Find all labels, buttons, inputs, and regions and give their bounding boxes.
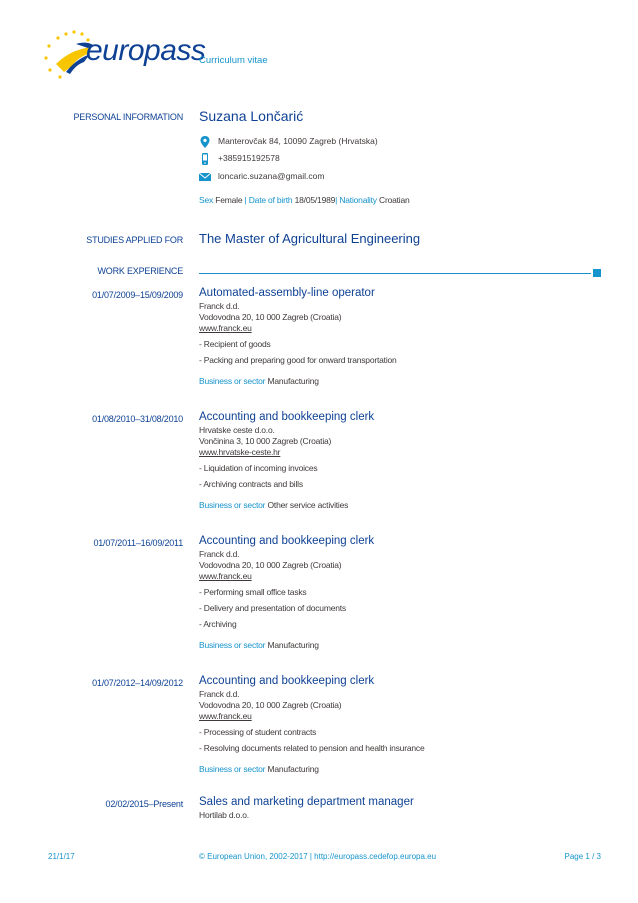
location-icon xyxy=(199,135,211,147)
duty-item: - Performing small office tasks xyxy=(199,587,307,597)
section-label-studies: STUDIES APPLIED FOR xyxy=(86,235,183,245)
dob-value: 18/05/1989 xyxy=(294,195,336,205)
duty-item: - Archiving contracts and bills xyxy=(199,479,303,489)
employer-name: Franck d.d. xyxy=(199,689,240,699)
duty-item: - Resolving documents related to pension and health insurance xyxy=(199,743,425,753)
nationality-label: Nationality xyxy=(339,195,377,205)
candidate-name: Suzana Lončarić xyxy=(199,108,304,124)
business-sector xyxy=(199,764,424,775)
job-dates: 01/07/2011–16/09/2011 xyxy=(93,538,183,548)
duty-item: - Archiving xyxy=(199,619,237,629)
employer-website-link[interactable]: www.franck.eu xyxy=(199,571,252,581)
separator: | xyxy=(335,195,338,205)
studies-value: The Master of Agricultural Engineering xyxy=(199,231,421,246)
employer-name: Franck d.d. xyxy=(199,301,240,311)
section-divider-marker xyxy=(593,269,601,277)
duty-item: - Recipient of goods xyxy=(199,339,271,349)
employer-name: Hortilab d.o.o. xyxy=(199,810,249,820)
job-title: Accounting and bookkeeping clerk xyxy=(199,411,375,423)
nationality-value: Croatian xyxy=(379,195,410,205)
job-dates: 01/07/2012–14/09/2012 xyxy=(92,678,183,688)
employer-website-link[interactable]: www.franck.eu xyxy=(199,323,252,333)
employer-website-link[interactable]: www.hrvatske-ceste.hr xyxy=(199,447,281,457)
section-divider xyxy=(199,273,591,274)
job-dates: 01/07/2009–15/09/2009 xyxy=(92,290,183,300)
section-label-work: WORK EXPERIENCE xyxy=(97,266,183,276)
sector-value: Other service activities xyxy=(267,500,349,510)
job-entry xyxy=(199,411,374,511)
personal-details-line xyxy=(199,195,410,206)
sex-label: Sex xyxy=(199,195,214,205)
job-title: Accounting and bookkeeping clerk xyxy=(199,535,375,547)
sector-label: Business or sector xyxy=(199,764,266,774)
job-title: Sales and marketing department manager xyxy=(199,796,414,808)
employer-website-link[interactable]: www.franck.eu xyxy=(199,711,252,721)
europass-logo xyxy=(36,28,206,84)
employer-name: Hrvatske ceste d.o.o. xyxy=(199,425,275,435)
address-text: Manterovčak 84, 10090 Zagreb (Hrvatska) xyxy=(218,136,378,146)
email-text[interactable]: loncaric.suzana@gmail.com xyxy=(218,171,325,181)
business-sector xyxy=(199,500,374,511)
job-dates: 01/08/2010–31/08/2010 xyxy=(92,414,183,424)
doc-title: Curriculum vitae xyxy=(199,55,268,66)
job-entry xyxy=(199,287,397,387)
sector-value: Manufacturing xyxy=(267,764,319,774)
duty-item: - Processing of student contracts xyxy=(199,727,317,737)
employer-address: Vodovodna 20, 10 000 Zagreb (Croatia) xyxy=(199,312,342,322)
dob-label: Date of birth xyxy=(248,195,293,205)
sector-label: Business or sector xyxy=(199,376,266,386)
sector-value: Manufacturing xyxy=(267,376,319,386)
footer-copyright[interactable]: © European Union, 2002-2017 | http://europass.cedefop.europa.eu xyxy=(199,852,437,861)
sector-label: Business or sector xyxy=(199,500,266,510)
sector-label: Business or sector xyxy=(199,640,266,650)
separator: | xyxy=(244,195,247,205)
sector-value: Manufacturing xyxy=(267,640,319,650)
employer-address: Vodovodna 20, 10 000 Zagreb (Croatia) xyxy=(199,560,342,570)
job-title: Automated-assembly-line operator xyxy=(199,287,375,299)
phone-text: +385915192578 xyxy=(218,153,280,163)
job-title: Accounting and bookkeeping clerk xyxy=(199,675,375,687)
employer-name: Franck d.d. xyxy=(199,549,240,559)
phone-icon xyxy=(199,152,211,164)
duty-item: - Packing and preparing good for onward transportation xyxy=(199,355,397,365)
business-sector xyxy=(199,376,397,387)
logo-text: europass xyxy=(86,34,206,67)
email-icon xyxy=(199,170,211,182)
job-entry xyxy=(199,796,414,821)
footer-date: 21/1/17 xyxy=(48,852,75,861)
job-entry xyxy=(199,675,424,775)
employer-address: Vončinina 3, 10 000 Zagreb (Croatia) xyxy=(199,436,332,446)
job-entry xyxy=(199,535,374,651)
duty-item: - Delivery and presentation of documents xyxy=(199,603,346,613)
footer-page-number: Page 1 / 3 xyxy=(564,852,601,861)
sex-value: Female xyxy=(215,195,243,205)
duty-item: - Liquidation of incoming invoices xyxy=(199,463,318,473)
business-sector xyxy=(199,640,374,651)
section-label-personal: PERSONAL INFORMATION xyxy=(73,112,183,122)
job-dates: 02/02/2015–Present xyxy=(105,799,183,809)
employer-address: Vodovodna 20, 10 000 Zagreb (Croatia) xyxy=(199,700,342,710)
